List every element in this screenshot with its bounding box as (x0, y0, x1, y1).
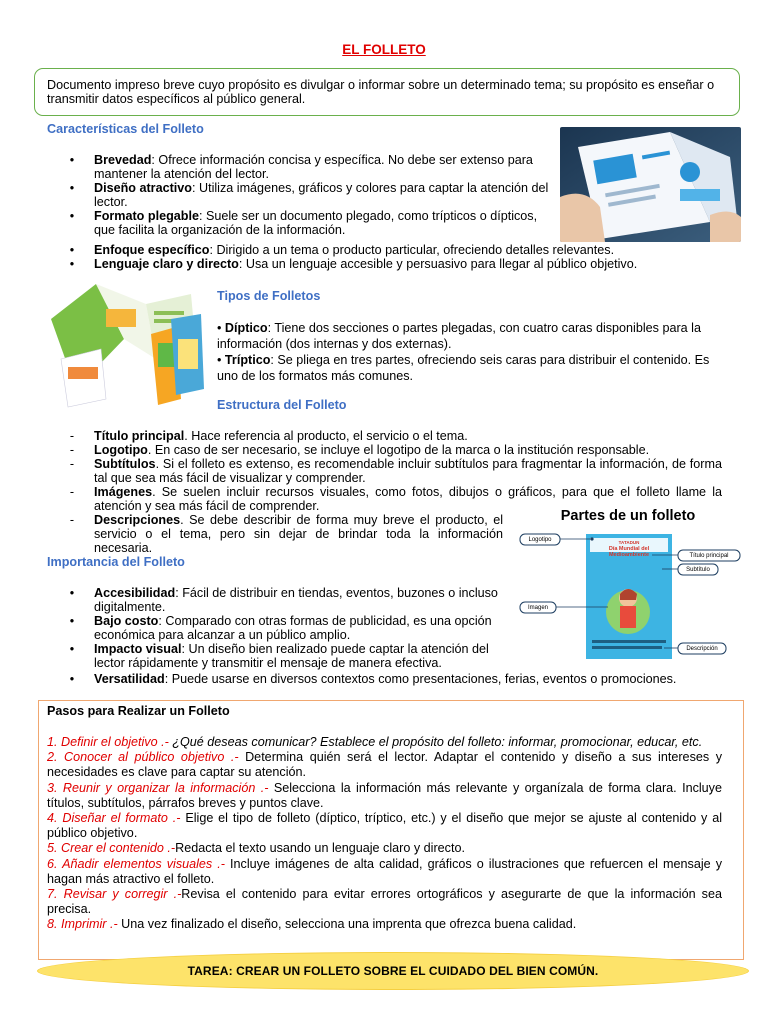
definition-text: Documento impreso breve cuyo propósito es divulgar o informar sobre un determinado tema; su propósito es enseñar o transmitir datos específicos al público general. (47, 78, 715, 106)
list-item: • Lenguaje claro y directo: Usa un lenguaje accesible y persuasivo para llegar al público objetivo. (69, 257, 638, 271)
list-item: - Descripciones. Se debe describir de forma muy breve el producto, el servicio o el tema, pero sin dejar de brindar toda la información necesaria. (69, 513, 503, 555)
list-item: • Brevedad: Ofrece información concisa y específica. No debe ser extenso para mantener la atención del lector. (69, 153, 533, 181)
types-list (217, 320, 727, 384)
list-item: • Versatilidad: Puede usarse en diversos contextos como presentaciones, ferias, eventos o promociones. (69, 672, 677, 686)
step-item: 1. Definir el objetivo .- ¿Qué deseas comunicar? Establece el propósito del folleto: informar, promocionar, educar, etc. (47, 735, 703, 749)
poster-brand: TATADUN (618, 540, 640, 545)
characteristics-list-bottom (67, 243, 747, 271)
list-item: - Subtítulos. Si el folleto es extenso, es recomendable incluir subtítulos para fragmentar la información, de forma tal que sea más fácil de visualizar y comprender. (69, 457, 722, 485)
label-title: Título principal (689, 553, 729, 559)
poster-heading: Día Mundial del Medioambiente (608, 546, 650, 558)
label-description: Descripción (686, 646, 718, 652)
task-banner (38, 953, 748, 989)
list-item: - Título principal. Hace referencia al producto, el servicio o el tema. (69, 429, 468, 443)
brochure-hands-photo (560, 127, 741, 242)
characteristics-list-top (67, 153, 549, 237)
importance-list (67, 586, 507, 670)
characteristics-heading: Características del Folleto (47, 122, 204, 136)
list-item: • Accesibilidad: Fácil de distribuir en tiendas, eventos, buzones o incluso digitalmente. (69, 586, 498, 614)
label-subtitle: Subtítulo (686, 567, 710, 573)
list-item: • Tríptico: Se pliega en tres partes, ofreciendo seis caras para distribuir el contenido. Es uno de los formatos más comunes. (217, 353, 710, 383)
step-item: 6. Añadir elementos visuales .- Incluye imágenes de alta calidad, gráficos o ilustraciones que refuercen el mensaje y hagan más atractivo el folleto. (47, 856, 723, 886)
list-item: • Formato plegable: Suele ser un documento plegado, como trípticos o dípticos, que facilita la organización de la información. (69, 209, 538, 237)
list-item: • Diseño atractivo: Utiliza imágenes, gráficos y colores para captar la atención del lector. (69, 181, 549, 209)
importance-heading: Importancia del Folleto (47, 555, 185, 569)
step-item: 4. Diseñar el formato .- Elige el tipo de folleto (díptico, tríptico, etc.) y el diseño que mejor se ajuste al contenido y al público objetivo. (47, 811, 722, 841)
list-item: - Imágenes. Se suelen incluir recursos visuales, como fotos, dibujos o gráficos, para que el folleto llame la atención y sea más fácil de comprender. (69, 485, 722, 513)
list-item: • Impacto visual: Un diseño bien realizado puede captar la atención del lector rápidamente y transmitir el mensaje de manera efectiva. (69, 642, 489, 670)
structure-heading: Estructura del Folleto (217, 398, 347, 412)
page-title: EL FOLLETO (342, 42, 426, 57)
label-image: Imagen (527, 605, 548, 611)
label-logo: Logotipo (528, 537, 552, 543)
step-item: 2. Conocer al público objetivo .- Determina quién será el lector. Adaptar el contenido y diseño a sus intereses y necesidades es clave para captar su atención. (47, 750, 722, 780)
steps-heading: Pasos para Realizar un Folleto (47, 704, 230, 718)
step-item: 5. Crear el contenido .-Redacta el texto usando un lenguaje claro y directo. (47, 841, 465, 856)
list-item: • Díptico: Tiene dos secciones o partes plegadas, con cuatro caras disponibles para la información (dos internas y dos externas). (217, 321, 701, 351)
importance-list-last (67, 672, 747, 686)
task-text: TAREA: CREAR UN FOLLETO SOBRE EL CUIDADO DEL BIEN COMÚN. (187, 964, 599, 978)
steps-list (47, 735, 722, 933)
list-item: • Bajo costo: Comparado con otras formas de publicidad, es una opción económica para alcanzar a un público amplio. (69, 614, 492, 642)
structure-list (67, 429, 722, 513)
types-heading: Tipos de Folletos (217, 289, 321, 303)
structure-list-last (67, 513, 503, 555)
list-item: - Logotipo. En caso de ser necesario, se incluye el logotipo de la marca o la institución responsable. (69, 443, 650, 457)
brochure-parts-diagram (512, 502, 744, 664)
step-item: 7. Revisar y corregir .-Revisa el contenido para evitar errores ortográficos y asegurarte de que la información sea precisa. (47, 887, 722, 917)
parts-title: Partes de un folleto (560, 508, 696, 524)
list-item: • Enfoque específico: Dirigido a un tema o producto particular, ofreciendo detalles relevantes. (69, 243, 615, 257)
step-item: 8. Imprimir .- Una vez finalizado el diseño, selecciona una imprenta que ofrezca buena calidad. (47, 917, 577, 932)
step-item: 3. Reunir y organizar la información .- Selecciona la información más relevante y organízala de forma clara. Incluye títulos, subtítulos, párrafos breves y puntos clave. (47, 780, 722, 810)
brochures-illustration (46, 279, 206, 409)
